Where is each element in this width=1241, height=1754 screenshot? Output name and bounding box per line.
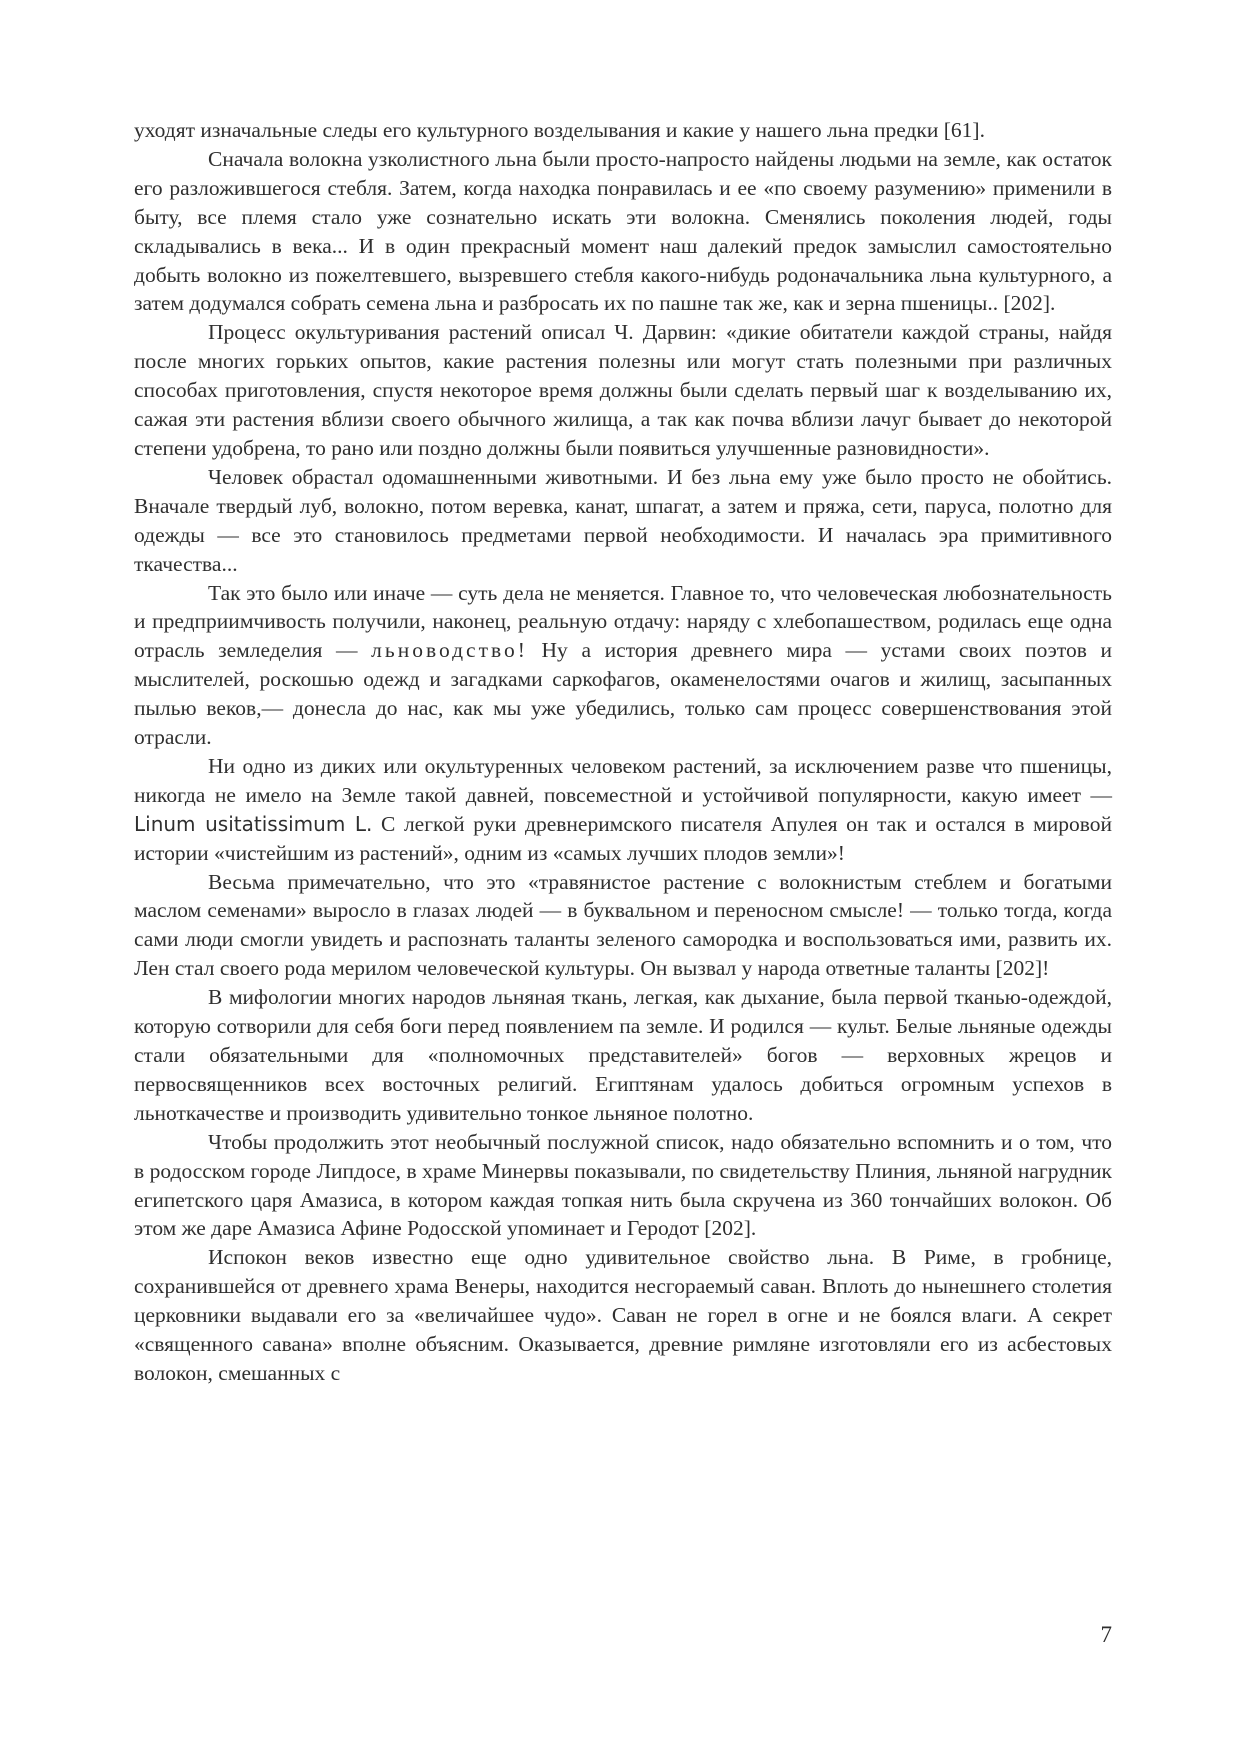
page-body bbox=[134, 116, 1112, 1636]
page-number: 7 bbox=[1100, 1622, 1112, 1647]
paragraph-6 bbox=[134, 752, 1112, 868]
paragraph-7: Весьма примечательно, что это «травянистое растение с волокнистым стеблем и богатыми маслом семенами» выросло в глазах людей — в буквальном и переносном смысле! — только тогда, когда сами люди смогли увидеть и распознать таланты зеленого самородка и воспользоваться ими, развить их. Лен стал своего рода мерилом человеческой культуры. Он вызвал у народа ответные таланты [202]! bbox=[134, 869, 1112, 981]
paragraph-2: Сначала волокна узколистного льна были просто-напросто найдены людьми на земле, как остаток его разложившегося стебля. Затем, когда находка понравилась и ее «по своему разумению» применили в быту, все племя стало уже сознательно искать эти волокна. Сменялись поколения людей, годы складывались в века... И в один прекрасный момент наш далекий предок замыслил самостоятельно добыть волокно из пожелтевшего, вызревшего стебля какого-нибудь родоначальника льна культурного, а затем додумался собрать семена льна и разбросать их по пашне так же, как и зерна пшеницы.. [202]. bbox=[134, 146, 1112, 316]
paragraph-6-text-after: С легкой руки древнеримского писателя Апулея он так и остался в мировой истории «чистейшим из растений», одним из «самых лучших плодов земли»! bbox=[134, 811, 1113, 865]
paragraph-5-text-before: Так это было или иначе — суть дела не меняется. Главное то, что человеческая любознательность и предприимчивость получили, наконец, реальную отдачу: наряду с хлебопашеством, родилась еще одна отрасль земледелия — bbox=[134, 580, 1112, 663]
paragraph-8: В мифологии многих народов льняная ткань, легкая, как дыхание, была первой тканью-одеждой, которую сотворили для себя боги перед появлением па земле. И родился — культ. Белые льняные одежды стали обязательными для «полномочных представителей» богов — верховных жрецов и первосвященников всех восточных религий. Египтянам удалось добиться огромным успехов в льноткачестве и производить удивительно тонкое льняное полотно. bbox=[134, 985, 1112, 1125]
paragraph-4: Человек обрастал одомашненными животными. И без льна ему уже было просто не обойтись. Вначале твердый луб, волокно, потом веревка, канат, шпагат, а затем и пряжа, сети, паруса, полотно для одежды — все это становилось предметами первой необходимости. И началась эра примитивного ткачества... bbox=[134, 464, 1112, 576]
paragraph-5 bbox=[134, 579, 1112, 752]
paragraph-9: Чтобы продолжить этот необычный послужной список, надо обязательно вспомнить и о том, что в родосском городе Липдосе, в храме Минервы показывали, по свидетельству Плиния, льняной нагрудник египетского царя Амазиса, в котором каждая топкая нить была скручена из 360 тончайших волокон. Об этом же даре Амазиса Афине Родосской упоминает и Геродот [202]. bbox=[134, 1129, 1112, 1241]
paragraph-5-text-after: Ну а история древнего мира — устами своих поэтов и мыслителей, роскошью одежд и загадками саркофагов, окаменелостями очагов и жилищ, засыпанных пылью веков,— донесла до нас, как мы уже убедились, только сам процесс совершенствования этой отрасли. bbox=[134, 638, 1113, 750]
paragraph-10: Испокон веков известно еще одно удивительное свойство льна. В Риме, в гробнице, сохранившейся от древнего храма Венеры, находится несгораемый саван. Вплоть до нынешнего столетия церковники выдавали его за «величайшее чудо». Саван не горел в огне и не боялся влаги. А секрет «священного савана» вполне объясним. Оказывается, древние римляне изготовляли его из асбестовых волокон, смешанных с bbox=[134, 1245, 1112, 1385]
paragraph-6-text-before: Ни одно из диких или окультуренных человеком растений, за исключением разве что пшеницы, никогда не имело на Земле такой давней, повсеместной и устойчивой популярности, какую имеет — bbox=[134, 753, 1112, 807]
paragraph-1: уходят изначальные следы его культурного возделывания и какие у нашего льна предки [61]. bbox=[134, 118, 985, 142]
paragraph-6-latin-name: Linum usitatissimum L. bbox=[134, 811, 373, 836]
paragraph-3: Процесс окультуривания растений описал Ч. Дарвин: «дикие обитатели каждой страны, найдя после многих горьких опытов, какие растения полезны или могут стать полезными при различных способах приготовления, спустя некоторое время должны были сделать первый шаг к возделыванию их, сажая эти растения вблизи своего обычного жилища, а так как почва вблизи лачуг бывает до некоторой степени удобрена, то рано или поздно должны были появиться улучшенные разновидности». bbox=[134, 320, 1112, 460]
paragraph-5-spaced-word: льноводство! bbox=[371, 638, 528, 663]
